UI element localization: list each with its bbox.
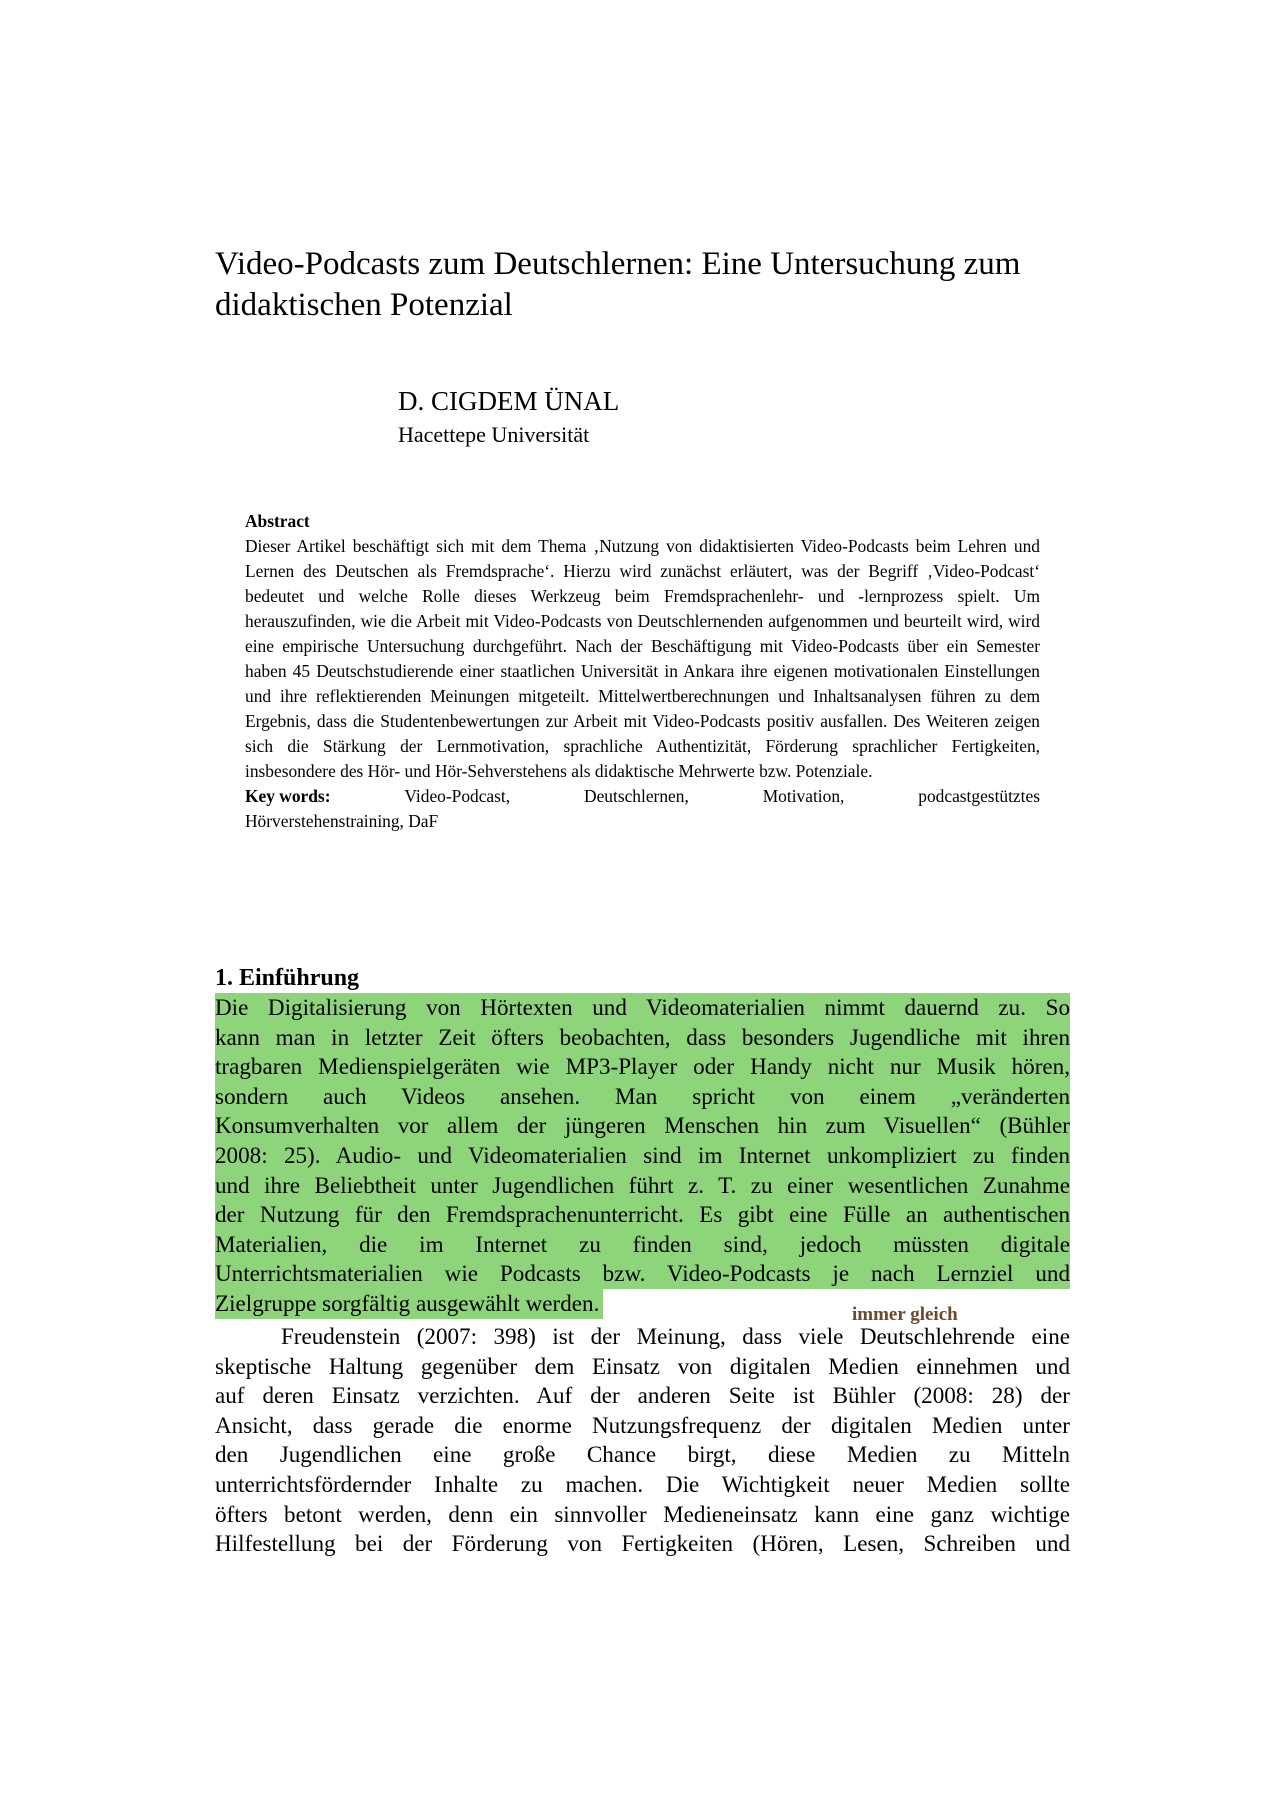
highlighted-line: Zielgruppe sorgfältig ausgewählt werden.: [215, 1289, 603, 1319]
keyword: Motivation,: [762, 786, 845, 806]
highlighted-line: der Nutzung für den Fremdsprachenunterricht. Es gibt eine Fülle an authentischen: [215, 1200, 1070, 1230]
highlighted-line: Die Digitalisierung von Hörtexten und Videomaterialien nimmt dauernd zu. So: [215, 993, 1070, 1023]
highlighted-line: Konsumverhalten vor allem der jüngeren Menschen hin zum Visuellen“ (Bühler: [215, 1111, 1070, 1141]
keywords-line: [245, 784, 1040, 809]
highlighted-line: Materialien, die im Internet zu finden sind, jedoch müssten digitale: [215, 1230, 1070, 1260]
author-affiliation: Hacettepe Universität: [398, 422, 590, 447]
keyword: Video-Podcast,: [404, 786, 511, 806]
highlighted-line: Unterrichtsmaterialien wie Podcasts bzw. Video-Podcasts je nach Lernziel und: [215, 1259, 1070, 1289]
highlighted-line: kann man in letzter Zeit öfters beobachten, dass besonders Jugendliche mit ihren: [215, 1023, 1070, 1053]
section-heading: 1. Einführung: [215, 965, 360, 991]
body-line: Hilfestellung bei der Förderung von Fertigkeiten (Hören, Lesen, Schreiben und: [215, 1530, 1070, 1557]
paper-title: Video-Podcasts zum Deutschlernen: Eine Untersuchung zum didaktischen Potenzial: [215, 246, 1021, 323]
abstract-text: Dieser Artikel beschäftigt sich mit dem Thema ‚Nutzung von didaktisierten Video-Podcasts beim Lehren und Lernen des Deutschen als Fremdsprache‘. Hierzu wird zunächst erläutert, was der Begriff ‚Video-Podcast‘ bedeutet und welche Rolle dieses Werkzeug beim Fremdsprachenlehr- und -lernprozess spielt. Um herauszufinden, wie die Arbeit mit Video-Podcasts von Deutschlernenden aufgenommen und beurteilt wird, wird eine empirische Untersuchung durchgeführt. Nach der Beschäftigung mit Video-Podcasts über ein Semester haben 45 Deutschstudierende einer staatlichen Universität in Ankara ihre eigenen motivationalen Einstellungen und ihre reflektierenden Meinungen mitgeteilt. Mittelwertberechnungen und Inhaltsanalysen führen zu dem Ergebnis, dass die Studentenbewertungen zur Arbeit mit Video-Podcasts positiv ausfallen. Des Weiteren zeigen sich die Stärkung der Lernmotivation, sprachliche Authentizität, Förderung sprachlicher Fertigkeiten, insbesondere des Hör- und Hör-Sehverstehens als didaktische Mehrwerte bzw. Potenziale.: [245, 536, 1040, 781]
body-line: auf deren Einsatz verzichten. Auf der anderen Seite ist Bühler (2008: 28) der: [215, 1382, 1070, 1409]
keyword: Deutschlernen,: [584, 786, 689, 806]
abstract-heading: Abstract: [245, 511, 310, 531]
abstract-block: [245, 509, 1040, 834]
body-line: unterrichtsfördernder Inhalte zu machen. Die Wichtigkeit neuer Medien sollte: [215, 1470, 1070, 1497]
body-paragraph: [215, 1322, 1070, 1559]
keywords-label: Key words:: [245, 786, 331, 806]
body-line: öfters betont werden, denn ein sinnvoller Medieneinsatz kann eine ganz wichtige: [215, 1500, 1070, 1527]
body-line: Ansicht, dass gerade die enorme Nutzungsfrequenz der digitalen Medien unter: [215, 1411, 1070, 1438]
author-name: D. CIGDEM ÜNAL: [398, 386, 620, 416]
keyword: podcastgestütztes: [918, 786, 1040, 806]
body-line: Freudenstein (2007: 398) ist der Meinung, dass viele Deutschlehrende eine: [215, 1323, 1070, 1349]
highlighted-paragraph[interactable]: [215, 993, 1070, 1319]
annotation-comment[interactable]: immer gleich: [852, 1304, 958, 1325]
keywords-continuation: Hörverstehenstraining, DaF: [245, 811, 439, 831]
body-line: den Jugendlichen eine große Chance birgt, diese Medien zu Mitteln: [215, 1441, 1070, 1468]
highlighted-line: 2008: 25). Audio- und Videomaterialien sind im Internet unkompliziert zu finden: [215, 1141, 1070, 1171]
highlighted-line: und ihre Beliebtheit unter Jugendlichen führt z. T. zu einer wesentlichen Zunahme: [215, 1171, 1070, 1201]
highlighted-line: tragbaren Medienspielgeräten wie MP3-Player oder Handy nicht nur Musik hören,: [215, 1052, 1070, 1082]
body-line: skeptische Haltung gegenüber dem Einsatz von digitalen Medien einnehmen und: [215, 1352, 1070, 1379]
highlighted-line: sondern auch Videos ansehen. Man spricht von einem „veränderten: [215, 1082, 1070, 1112]
introduction-section: [215, 964, 1070, 1319]
